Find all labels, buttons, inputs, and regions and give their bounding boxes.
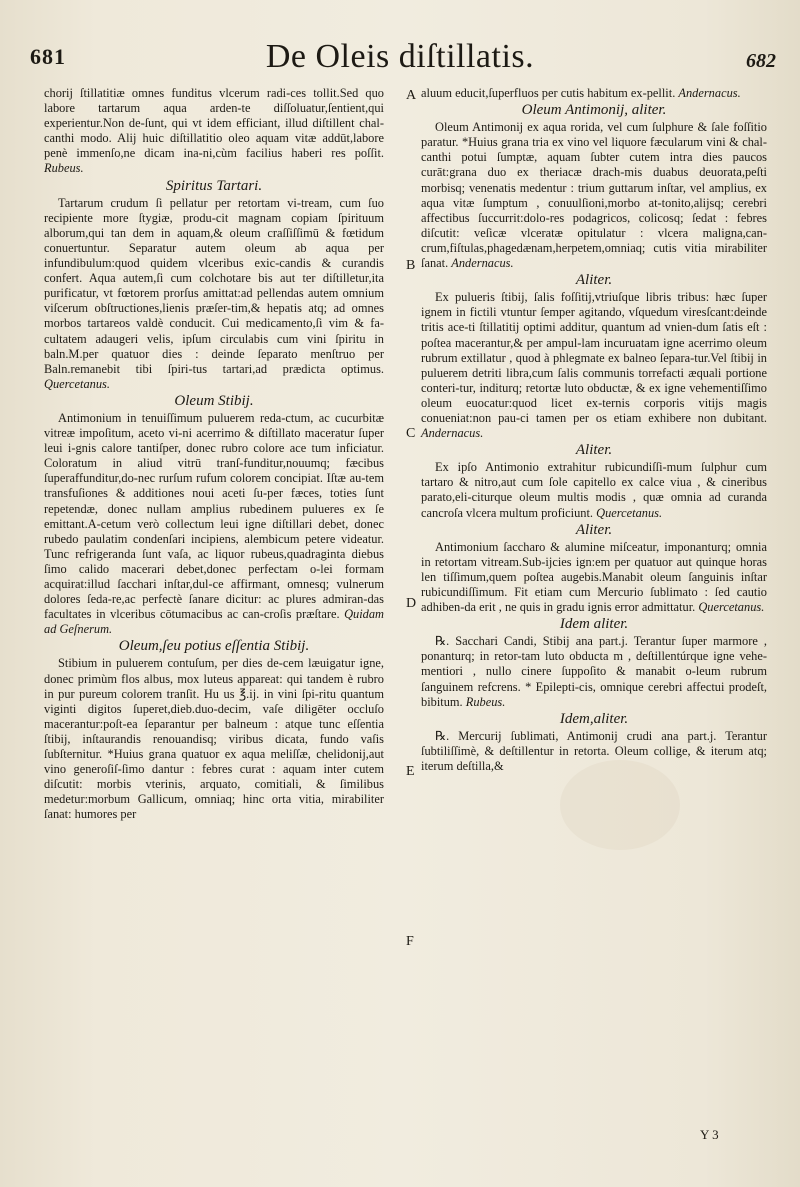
body-paragraph xyxy=(44,411,384,637)
page-header xyxy=(0,36,800,84)
paragraph-text: Antimonium ſaccharo & alumine miſceatur, imponanturq; omnia in retortam vitream.Sub-ijcies ign:em per quatuor aut quinque horas len tiſſimum,quem poſtea augebis.Manabit oleum ſanguinis inſtar rubicundiſſimum. Fit etiam cum Mercurio ſublimato : ſed cautio adhiben-da erit , ne quis in gradu ignis error admittatur. xyxy=(421,539,767,615)
paragraph-text: Stibium in puluerem contuſum, per dies de-cem læuigatur igne, donec primùm flos albus, mox luteus appareat: qui tandem è rubro in pur pureum colorem tranſit. Hu us ℥.ij. in vini ſpi-ritu quantum viginti digitos ſuperet,dieb.duo-decim, vaſe diligēter occluſo macerantur:poſt-ea ſeparantur per balneum : atque tunc eſſentia ſtibij, inſtaurandis renouandisq; viribus dicata, fundo vaſis ſubſternitur. *Huius grana quatuor ex aqua meliſſæ, chelidonij,aut vino generoſiſ-ſimo dantur : febres curat : aquam inter cutem diſcutit: morbis vterinis, arquato, comitiali, & ſimilibus medetur:morbum Gallicum, omniaq; hinc orta vitia, mirabiliter ſanat: humores per xyxy=(44,656,384,822)
citation-author: Quercetanus. xyxy=(698,600,765,615)
citation-author: Andernacus. xyxy=(678,86,741,100)
body-paragraph xyxy=(421,729,767,774)
margin-letter-c: C xyxy=(406,426,416,441)
citation-author: Quidam ad Geſnerum. xyxy=(44,607,384,637)
citation-author: Andernacus. xyxy=(421,426,484,441)
citation-author: Quercetanus. xyxy=(44,376,110,391)
body-paragraph xyxy=(421,86,767,101)
section-heading: Aliter. xyxy=(575,442,613,459)
margin-letter-b: B xyxy=(406,258,416,273)
margin-letter-a: A xyxy=(406,88,417,103)
section-heading: Idem,aliter. xyxy=(559,710,629,727)
paragraph-text: aluum educit,ſuperfluos per cutis habitum ex-pellit. xyxy=(421,86,676,100)
page-number-right: 682 xyxy=(746,50,776,72)
body-paragraph xyxy=(44,86,384,177)
body-paragraph xyxy=(421,290,767,441)
paragraph-text: ℞. Sacchari Candi, Stibij ana part.j. Terantur ſuper marmore , ponanturq; in retor-tam luto obducta m , deſtillentúrque igne vehe-mentiori , nullo cinere ſuppoſito & manabit o-leum rubrum ſanguinem refcrens. * Epilepti-cis, omnique cerebri affectui prodeſt, bibitum. xyxy=(421,634,767,709)
section-heading: Aliter. xyxy=(575,521,613,538)
citation-author: Andernacus. xyxy=(451,256,514,271)
body-paragraph xyxy=(421,460,767,520)
body-paragraph xyxy=(44,656,384,822)
right-column xyxy=(421,86,767,776)
margin-letter-d: D xyxy=(406,596,417,611)
paragraph-text: Antimonium in tenuiſſimum puluerem reda-ctum, ac cucurbitæ vitreæ impoſitum, aceto vi-ni acerrimo & diſtillato maceratur ſuper leui i-gnis calore tantiſper, donec rubro colore ace tum inficiatur. Coloratum in aliud vitrū tranſ-funditur,nouumq; fæcibus ſuperaffunditur,do-nec rurſum rufum colorem concipiat. Iſtæ au-tem transfuſiones & additiones noui aceti ſu-per fæces, toties ſunt repetendæ, donec nullam amplius rubedinem pulueres ex ſe emittant.A-cetum verò collectum leui igne diſtillari debet, donec rubedo paulatim condenſari incipiens, alembicum petere videatur. Tunc refrigeranda ſunt vaſa, ac liquor rubeus,quadraginta diebus ſimo calido macerari debet,donec perfectam o-lei formam acquirat:illud ſacchari inſtar,dul-ce affirmant, omnesq; vulnerum dolores ſeda-re,ac perfectè ſanare dicitur: ac plures admiran-das facultates in vlceribus cōtumacibus ac can-croſis præſtare. xyxy=(44,410,384,622)
running-title: De Oleis diſtillatis. xyxy=(265,38,535,75)
margin-letter-f: F xyxy=(406,934,414,949)
body-paragraph xyxy=(421,540,767,615)
left-column xyxy=(44,86,384,825)
body-paragraph xyxy=(44,196,384,392)
section-heading: Idem aliter. xyxy=(559,616,629,633)
citation-author: Quercetanus. xyxy=(596,505,663,520)
section-heading: Oleum,ſeu potius eſſentia Stibij. xyxy=(118,638,310,655)
citation-author: Rubeus. xyxy=(44,161,84,176)
section-heading: Spiritus Tartari. xyxy=(165,177,263,194)
section-heading: Oleum Stibij. xyxy=(174,392,254,409)
signature-mark: Y 3 xyxy=(700,1127,719,1142)
section-heading: Aliter. xyxy=(575,272,613,289)
body-paragraph xyxy=(421,120,767,271)
section-heading: Oleum Antimonij, aliter. xyxy=(521,102,667,119)
page-number-left: 681 xyxy=(30,44,66,69)
paragraph-text: Ex ipſo Antimonio extrahitur rubicundiſſi-mum ſulphur cum tartaro & nitro,aut cum ſole capitello ex calce viua , & cineribus parato,eli-citurque oleum multis modis , quæ omnia ad curanda cancroſa vlcera multum proficiunt. xyxy=(421,460,767,520)
paragraph-text: Ex pulueris ſtibij, ſalis foſſitij,vtriuſque libris tribus: hæc ſuper ignem in fictili vtuntur ſemper agitando, vſquedum viresſcant:deinde tritis ace-ti ſtillatitij optimi additur, quantum ad vnien-dum ſatis eſt : poſtea macerantur,& per ampul-lam incuruatam igne acerrimo oleum rubrum extillatur , quod à phlegmate ex balneo ſepara-tur.Vel ſtibij in puluerem detriti libra,cum ſalis communis torrefacti æquali portione conteri-tur, inditurq; retortæ luto obductæ, & ex igne vehementiſſimo oleum euocatur:quod licet ex-ternis corporis vitijs magis conueniat:non pau-ci tamen per os etiam exhibere non dubitant. xyxy=(421,290,767,425)
citation-author: Rubeus. xyxy=(465,694,506,709)
paragraph-text: Tartarum crudum ſi pellatur per retortam vi-tream, cum ſuo recipiente more ſtygiæ, produ-cit magnam copiam ſpirituum alborum,qui tan dem in aquam,& oleum craſſiſſimū & fœtidum conuertuntur. Separatur autem oleum ab aqua per infundibulum:quod quidem vlceribus exic-candis & curandis confert. Aqua autem,ſi cum colchotare bis aut ter diſtilletur,ita purificatur, vt fœtorem prorſus amittat:ad pellendas autem omnium viſcerum obſtructiones,lienis præſer-tim,& hepatis atq; ad omnes morbos tartareos valdè conducit. Cui medicamento,ſi vim & fa-cultatem adaugeri velis, ipſum circulabis cum vini ſpiritu in baln.M.per quatuor dies : deinde ſeparato menſtruo per Baln.remanebit tibi ſpiri-tus tartari,ad prædicta optimus. xyxy=(44,195,384,376)
paragraph-text: ℞. Mercurij ſublimati, Antimonij crudi ana part.j. Terantur ſubtiliſſimè, & deſtillentur in retorta. Oleum collige, & iterum atq; iterum deſtilla,& xyxy=(421,728,767,774)
paragraph-text: Oleum Antimonij ex aqua rorida, vel cum ſulphure & ſale foſſitio paratur. *Huius grana tria ex vino vel liquore fæcularum vini & chal-canthi potui ſumptæ, aquam ſubter cutem intra dies paucos curāt:grana duo ex theriacæ drach-mis duabus deuorata,peſti morbisq; venenatis medentur : trium guttarum inſtar, vel amplius, ex aqua vitæ ſumptum , conuulſioni,morbo at-tonito,alijsq; cerebri affectibus ſuccurrit:dolo-res podagricos, colicosq; ſedat : febres diſcutit: veſicæ vlceratæ opitulatur : vlcera maligna,can-crum,fiſtulas,phagedænam,herpetem,omniaq; cutis vitia mirabiliter ſanat. xyxy=(421,120,767,271)
paragraph-text: chorij ſtillatitiæ omnes funditus vlcerum radi-ces tollit.Sed quo labore tartarum aqua arden-te diſſoluatur,ſentient,qui experientur.Non de-ſunt, qui vt idem efficiant, illud diſtillent chal-canthi modo. Alij huic diſtillatitio oleo aquam vitæ addūt,labore penè immenſo,ne dicam ina-ni,cùm facilius haberi res poſſit. xyxy=(44,86,384,161)
body-paragraph xyxy=(421,634,767,709)
margin-letter-e: E xyxy=(406,764,415,779)
